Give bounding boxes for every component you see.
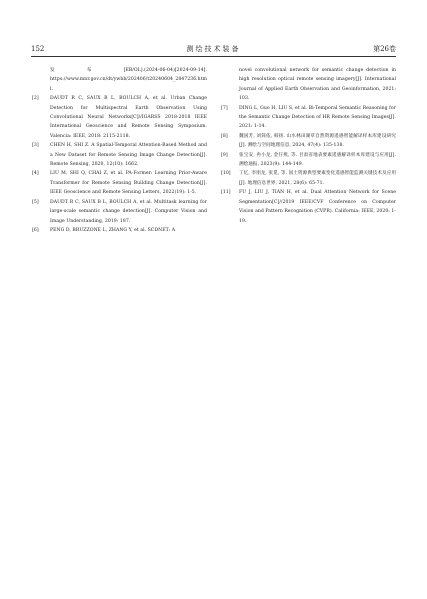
reference-number: [7] (221, 105, 228, 111)
reference-number: [5] (32, 199, 39, 205)
reference-entry (32, 66, 207, 94)
journal-title: 测绘技术装备 (186, 45, 241, 53)
reference-text: CHEN H, SHI Z. A Spatial-Temporal Attention-Based Method and a New Dataset for Remote Sensing Image Change Detection[J]. Remote Sensing, 2020, 12(10): 1662. (50, 143, 207, 168)
reference-text: DAUDT R C, SAUX B L, BOULCH A, et al. Multitask learning for large-scale semantic change detection[J]. Computer Vision and Image Understanding, 2019: 187. (50, 199, 207, 224)
reference-number: [4] (32, 171, 39, 177)
reference-number: [11] (221, 190, 231, 196)
reference-entry (32, 141, 207, 169)
reference-entry (32, 198, 207, 226)
reference-number: [2] (32, 96, 39, 102)
reference-entry (221, 169, 396, 188)
reference-text: PENG D, BRUZZONE L, ZHANG Y, et al. SCDNET: A (50, 227, 176, 233)
reference-text: DAUDT R C, SAUX B L, BOULCH A, et al. Urban Change Detection for Multispectral Earth Observation Using Convolutional Neural Networks[C]//IGARSS 2018-2018 IEEE International Geoscience and Remote Sensing Symposium. Valencia: IEEE, 2018: 2115-2118. (50, 96, 207, 139)
reference-text: FU J, LIU J, TIAN H, et al. Dual Attention Network for Scene Segmentation[C]//2019 IEEE/CVF Conference on Computer Vision and Pattern Recognition (CVPR). California: IEEE, 2020: 1-19. (239, 190, 396, 224)
reference-number: [9] (221, 152, 228, 158)
page-number: 152 (31, 45, 45, 53)
left-reference-column (32, 66, 207, 235)
right-reference-column (221, 66, 396, 226)
running-header (31, 43, 396, 57)
reference-text: DING L, Guo H, LIU S, et al. Bi-Temporal Semantic Reasoning for the Semantic Change Detection of HR Remote Sensing Images[J]. 2021: 1-14. (239, 105, 396, 130)
reference-text: novel convolutional network for semantic change detection in high resolution optical remote sensing imagery[J]. International Journal of Applied Earth Observation and Geoinformation, 2021: 103. (239, 68, 396, 102)
reference-entry (221, 104, 396, 132)
reference-text: 魏国芳, 刘简依, 韩扬. 山水林田湖草自然资源遥感智能解译样本库建设研究[J]. 测绘与空间地理信息, 2024, 47(4): 135-138. (239, 133, 396, 149)
reference-text: LIU M, SHI Q, CHAI Z, et al. PA-Former: Learning Prior-Aware Transformer for Remote Sensing Building Change Detection[J]. IEEE Geoscience and Remote Sensing Letters, 2022(19): 1-5. (50, 171, 207, 196)
reference-number: [6] (32, 227, 39, 233)
reference-entry (221, 151, 396, 170)
reference-entry (32, 94, 207, 141)
reference-text: 丁忆, 李朋龙, 张觅, 等. 国土资源典型要素变化遥感智能监测关键技术及应用[J]. 地理信息世界, 2021, 28(6): 65-71. (239, 171, 396, 186)
reference-entry (221, 132, 396, 151)
reference-entry (221, 188, 396, 226)
reference-number: [3] (32, 143, 39, 149)
reference-number: [8] (221, 133, 228, 139)
reference-entry (221, 66, 396, 104)
volume-label: 第26卷 (373, 45, 396, 53)
reference-text: 发布[EB/OL].(2024-06-04)[2024-09-14]. https://www.mnr.gov.cn/dt/ywbb/202406/t20240604_2847236.html. (50, 68, 207, 92)
reference-text: 张宝安, 冉小龙, 金仔燕, 等. 甘肃省地表要素遥感解译样本库建设与应用[J]. 测绘通报, 2023(9): 144-149. (239, 152, 396, 168)
reference-number: [10] (221, 171, 231, 177)
reference-entry (32, 169, 207, 197)
reference-entry (32, 226, 207, 235)
